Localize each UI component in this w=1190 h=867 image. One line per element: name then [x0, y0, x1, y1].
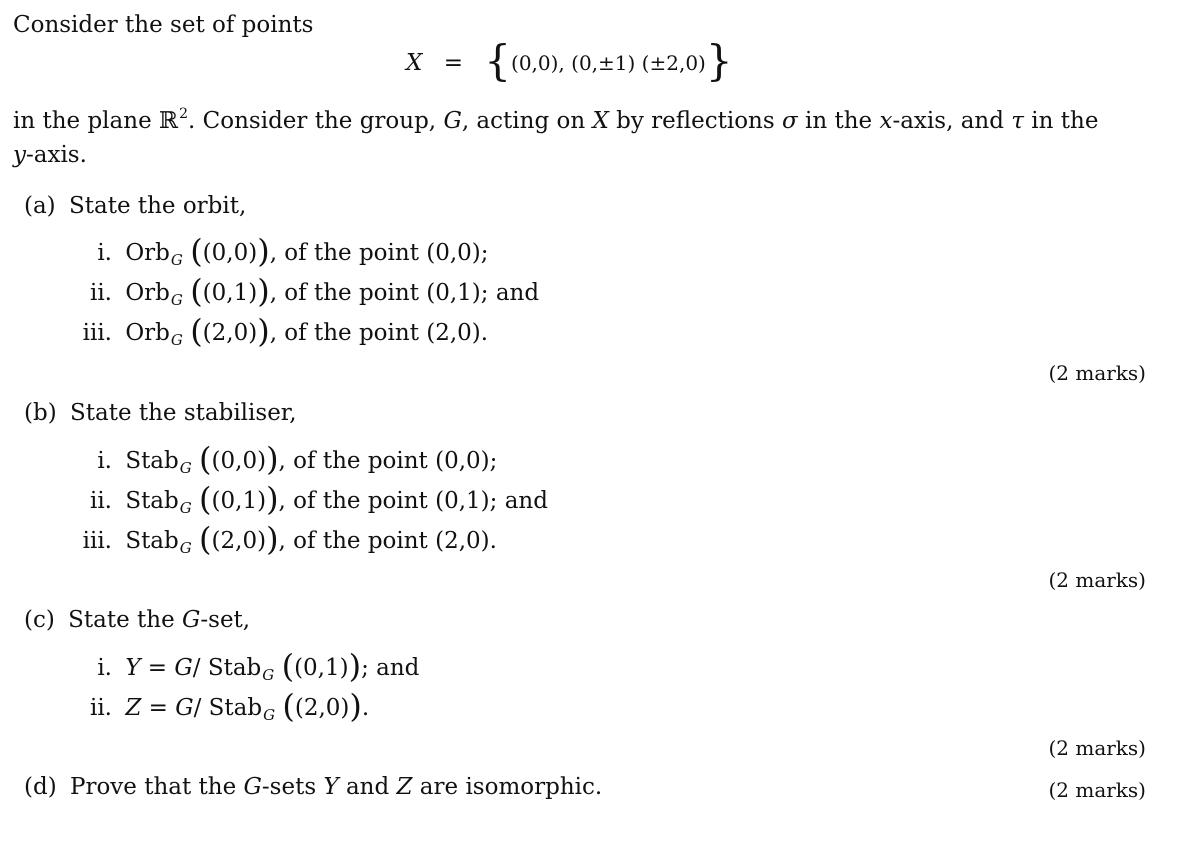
- item-tail: , of the point (0,0);: [278, 448, 498, 474]
- part-label: (a): [24, 193, 56, 219]
- operator: Orb: [125, 240, 170, 266]
- item-tail: , of the point (0,1); and: [269, 280, 540, 306]
- var-sigma: σ: [781, 108, 798, 134]
- part-c-item-2: [0, 685, 369, 723]
- part-a-marks: (2 marks): [1048, 361, 1146, 385]
- equals: =: [141, 695, 176, 721]
- part-d-heading: [24, 774, 602, 800]
- text: in the: [1023, 108, 1099, 134]
- open-paren: (: [199, 440, 212, 478]
- text: in the plane: [13, 108, 159, 134]
- item-number: i.: [97, 655, 112, 681]
- part-c-marks: (2 marks): [1048, 736, 1146, 760]
- part-title: State the stabiliser,: [69, 400, 297, 426]
- var-Z: Z: [125, 695, 142, 721]
- operator: Stab: [125, 528, 179, 554]
- intro-line-1: Consider the set of points: [13, 12, 314, 38]
- open-paren: (: [199, 480, 212, 518]
- open-brace: {: [484, 36, 512, 85]
- var-G: G: [243, 774, 262, 800]
- var-G: G: [174, 655, 193, 681]
- text: in the: [797, 108, 880, 134]
- equals: =: [140, 655, 175, 681]
- operator: Orb: [125, 280, 170, 306]
- intro-line-2: [13, 108, 1098, 134]
- part-text: and: [338, 774, 397, 800]
- argument: (2,0): [294, 695, 350, 721]
- var-x: x: [879, 108, 893, 134]
- close-paren: ): [266, 520, 279, 558]
- operator: Stab: [125, 448, 179, 474]
- real-plane-symbol: ℝ: [159, 108, 179, 134]
- open-paren: (: [190, 312, 203, 350]
- item-tail: , of the point (2,0).: [278, 528, 497, 554]
- part-text: Prove that the: [69, 774, 244, 800]
- part-label: (c): [24, 607, 55, 633]
- var-G: G: [443, 108, 462, 134]
- text: -axis, and: [892, 108, 1012, 134]
- subscript: G: [179, 499, 192, 517]
- item-tail: ; and: [361, 655, 420, 681]
- part-a-item-1: [0, 230, 489, 268]
- close-paren: ): [257, 272, 270, 310]
- var-X: X: [592, 108, 609, 134]
- open-paren: (: [190, 232, 203, 270]
- part-a-heading: [24, 193, 246, 219]
- var-G: G: [175, 695, 194, 721]
- slash: /: [192, 655, 208, 681]
- subscript: G: [170, 251, 183, 269]
- var-y: y: [13, 142, 26, 168]
- var-G: G: [182, 607, 201, 633]
- var-Z: Z: [396, 774, 413, 800]
- var-Y: Y: [125, 655, 141, 681]
- open-paren: (: [281, 647, 295, 685]
- argument: (0,0): [202, 240, 258, 266]
- text: by reflections: [608, 108, 782, 134]
- argument: (2,0): [211, 528, 267, 554]
- operator: Orb: [125, 320, 170, 346]
- part-b-marks: (2 marks): [1048, 568, 1146, 592]
- argument: (2,0): [202, 320, 258, 346]
- item-number: ii.: [89, 488, 112, 514]
- var-tau: τ: [1011, 108, 1024, 134]
- close-paren: ): [257, 312, 270, 350]
- subscript: G: [170, 331, 183, 349]
- set-definition: [406, 36, 733, 85]
- operator: Stab: [208, 695, 263, 721]
- subscript: G: [262, 666, 275, 684]
- text: . Consider the group,: [188, 108, 444, 134]
- part-text: -sets: [261, 774, 324, 800]
- intro-line-3: [13, 142, 87, 168]
- part-title: State the orbit,: [68, 193, 247, 219]
- set-equals: =: [443, 50, 463, 76]
- set-lhs: X: [406, 50, 423, 76]
- item-number: iii.: [82, 320, 112, 346]
- part-b-item-2: [0, 478, 548, 516]
- argument: (0,0): [211, 448, 267, 474]
- text: -axis.: [26, 142, 87, 168]
- subscript: G: [179, 459, 192, 477]
- close-brace: }: [705, 36, 733, 85]
- item-tail: .: [361, 695, 370, 721]
- item-tail: , of the point (0,1); and: [278, 488, 548, 514]
- close-paren: ): [266, 480, 279, 518]
- close-paren: ): [257, 232, 270, 270]
- argument: (0,1): [202, 280, 258, 306]
- superscript: 2: [179, 106, 189, 122]
- operator: Stab: [207, 655, 262, 681]
- open-paren: (: [199, 520, 212, 558]
- operator: Stab: [125, 488, 179, 514]
- subscript: G: [179, 539, 192, 557]
- open-paren: (: [190, 272, 203, 310]
- open-paren: (: [282, 687, 295, 725]
- part-title: -set,: [200, 607, 251, 633]
- part-a-item-3: [0, 310, 488, 348]
- var-Y: Y: [323, 774, 339, 800]
- subscript: G: [263, 706, 276, 724]
- text: , acting on: [461, 108, 593, 134]
- part-b-item-3: [0, 518, 497, 556]
- close-paren: ): [348, 647, 362, 685]
- part-label: (b): [24, 400, 57, 426]
- item-number: ii.: [89, 280, 112, 306]
- part-c-item-1: [0, 645, 419, 683]
- slash: /: [193, 695, 209, 721]
- item-number: i.: [97, 240, 112, 266]
- item-tail: , of the point (2,0).: [269, 320, 489, 346]
- part-b-item-1: [0, 438, 497, 476]
- close-paren: ): [266, 440, 279, 478]
- close-paren: ): [349, 687, 362, 725]
- set-contents: (0,0), (0,±1) (±2,0): [511, 51, 706, 75]
- item-number: i.: [97, 448, 112, 474]
- part-label: (d): [24, 774, 57, 800]
- part-d-marks: (2 marks): [1048, 778, 1146, 802]
- item-number: ii.: [89, 695, 112, 721]
- item-number: iii.: [82, 528, 112, 554]
- argument: (0,1): [211, 488, 267, 514]
- argument: (0,1): [294, 655, 349, 681]
- part-text: are isomorphic.: [412, 774, 603, 800]
- part-c-heading: [24, 607, 250, 633]
- subscript: G: [170, 291, 183, 309]
- part-title: State the: [68, 607, 182, 633]
- part-a-item-2: [0, 270, 539, 308]
- item-tail: , of the point (0,0);: [269, 240, 489, 266]
- part-b-heading: [24, 400, 297, 426]
